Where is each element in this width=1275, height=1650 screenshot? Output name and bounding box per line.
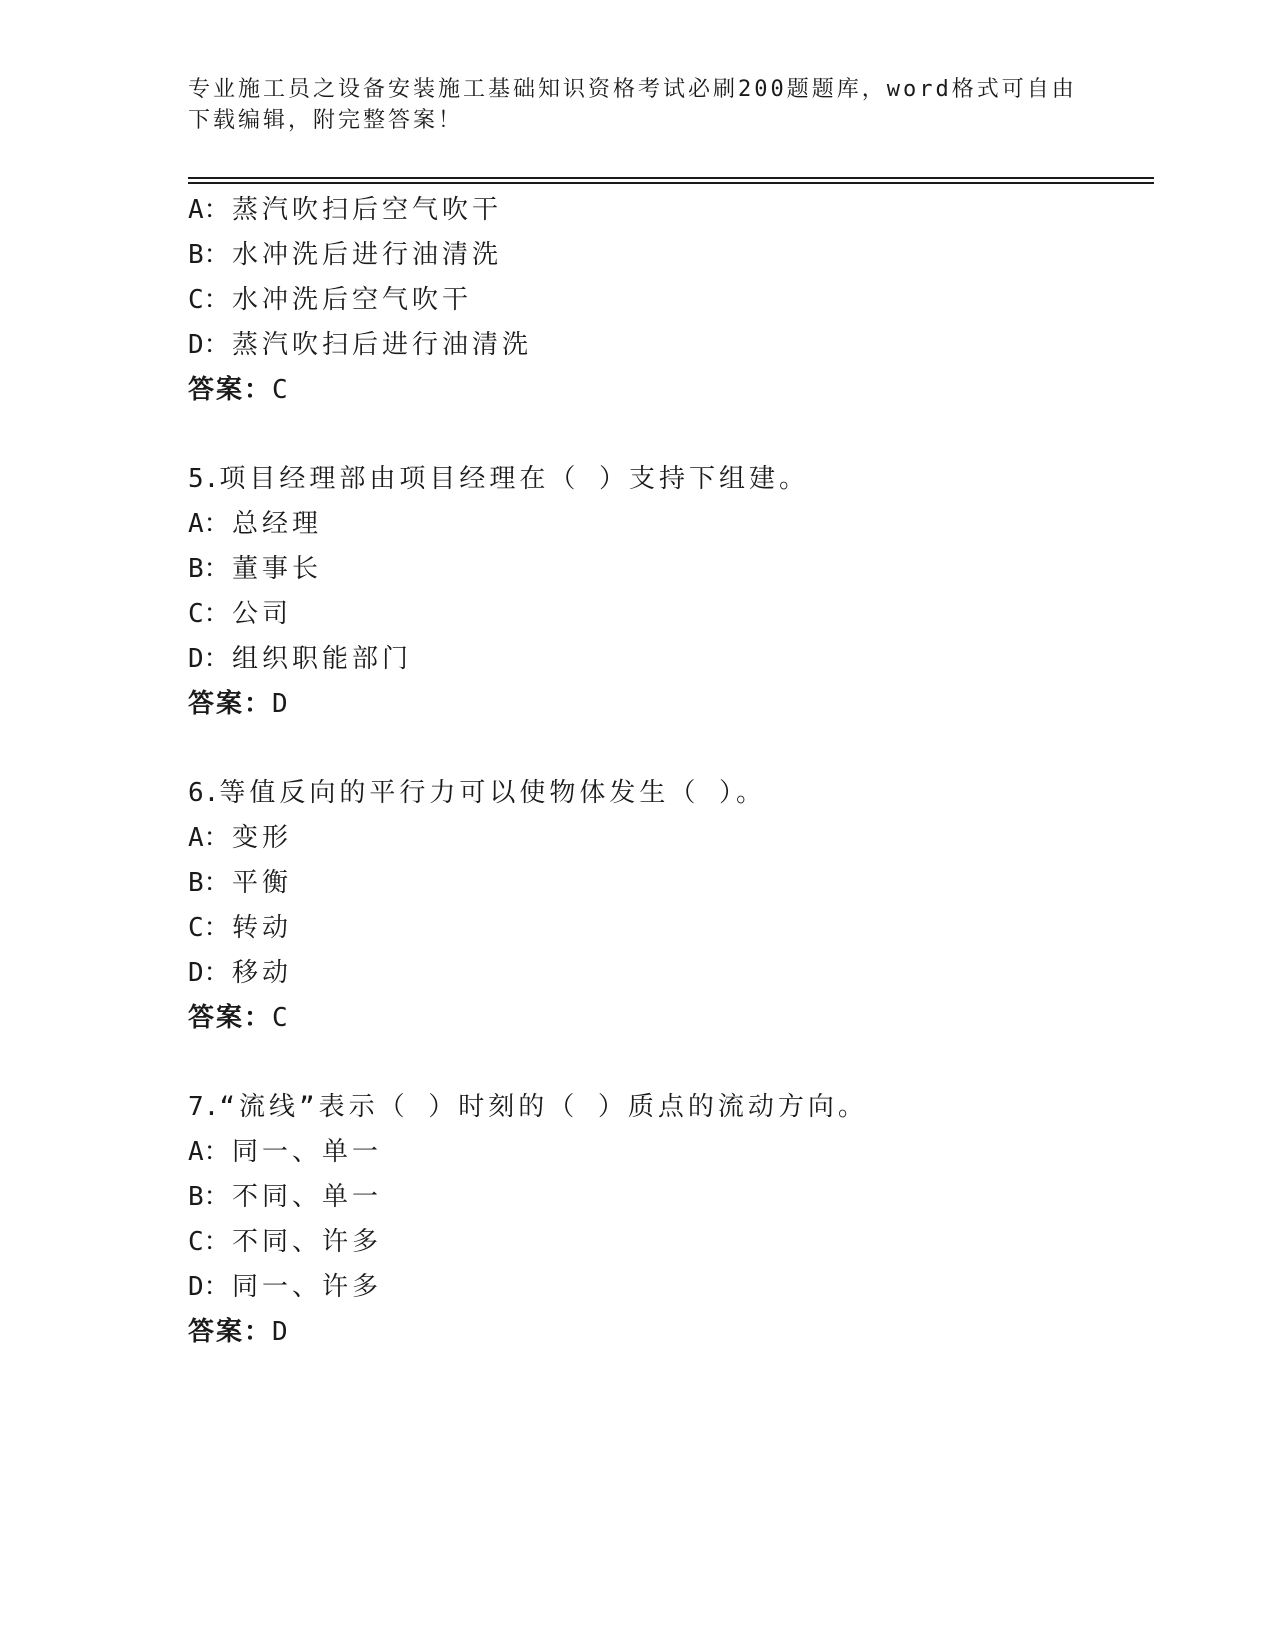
option-letter: C： — [188, 913, 230, 943]
option-letter: B： — [188, 868, 230, 898]
header-line-2: 下载编辑，附完整答案！ — [188, 108, 464, 133]
option-text: 董事长 — [232, 554, 323, 584]
question-stem — [188, 1091, 868, 1123]
option-text: 总经理 — [232, 509, 323, 539]
answer-label: 答案： — [188, 1317, 273, 1347]
answer-label: 答案： — [188, 689, 273, 719]
option-text: 移动 — [232, 958, 293, 988]
option-letter: A： — [188, 1137, 230, 1167]
option-text: 同一、许多 — [232, 1272, 383, 1302]
option-letter: A： — [188, 509, 230, 539]
option-d — [188, 643, 412, 675]
answer-line — [188, 374, 290, 406]
question-number: 6. — [188, 778, 220, 808]
option-text: 不同、许多 — [232, 1227, 383, 1257]
option-text: 蒸汽吹扫后进行油清洗 — [232, 330, 533, 360]
option-letter: D： — [188, 958, 230, 988]
option-b — [188, 553, 322, 585]
option-a — [188, 1136, 382, 1168]
answer-label: 答案： — [188, 375, 273, 405]
option-a — [188, 822, 292, 854]
header-line-1: 专业施工员之设备安装施工基础知识资格考试必刷200题题库，word格式可自由 — [188, 77, 1077, 102]
option-letter: D： — [188, 644, 230, 674]
question-text: “流线”表示（ ）时刻的（ ）质点的流动方向。 — [219, 1092, 868, 1122]
option-c — [188, 1226, 382, 1258]
option-b — [188, 1181, 382, 1213]
question-stem — [188, 777, 766, 809]
question-text: 等值反向的平行力可以使物体发生（ ）。 — [219, 778, 766, 808]
answer-value: C — [272, 375, 290, 405]
question-number: 7. — [188, 1092, 220, 1122]
header-rule-top — [188, 177, 1154, 179]
option-letter: A： — [188, 195, 230, 225]
option-c — [188, 284, 472, 316]
option-text: 同一、单一 — [232, 1137, 383, 1167]
option-d — [188, 1271, 382, 1303]
option-letter: B： — [188, 1182, 230, 1212]
answer-value: D — [272, 1317, 290, 1347]
option-text: 转动 — [232, 913, 293, 943]
option-b — [188, 867, 292, 899]
option-letter: C： — [188, 599, 230, 629]
option-text: 公司 — [232, 599, 293, 629]
answer-line — [188, 1002, 290, 1034]
option-letter: C： — [188, 285, 230, 315]
option-text: 组织职能部门 — [232, 644, 413, 674]
option-text: 蒸汽吹扫后空气吹干 — [232, 195, 503, 225]
answer-value: D — [272, 689, 290, 719]
answer-value: C — [272, 1003, 290, 1033]
option-c — [188, 912, 292, 944]
option-letter: B： — [188, 554, 230, 584]
option-letter: D： — [188, 330, 230, 360]
option-letter: B： — [188, 240, 230, 270]
question-text: 项目经理部由项目经理在（ ）支持下组建。 — [219, 464, 809, 494]
option-text: 平衡 — [232, 868, 293, 898]
option-text: 水冲洗后空气吹干 — [232, 285, 473, 315]
option-c — [188, 598, 292, 630]
answer-label: 答案： — [188, 1003, 273, 1033]
option-letter: A： — [188, 823, 230, 853]
option-a — [188, 194, 502, 226]
option-letter: C： — [188, 1227, 230, 1257]
header-rule-bottom — [188, 182, 1154, 184]
option-d — [188, 957, 292, 989]
document-header — [188, 74, 1078, 136]
option-text: 水冲洗后进行油清洗 — [232, 240, 503, 270]
option-text: 变形 — [232, 823, 293, 853]
answer-line — [188, 1316, 290, 1348]
question-stem — [188, 463, 809, 495]
option-d — [188, 329, 532, 361]
question-number: 5. — [188, 464, 220, 494]
option-text: 不同、单一 — [232, 1182, 383, 1212]
option-b — [188, 239, 502, 271]
option-letter: D： — [188, 1272, 230, 1302]
answer-line — [188, 688, 290, 720]
option-a — [188, 508, 322, 540]
